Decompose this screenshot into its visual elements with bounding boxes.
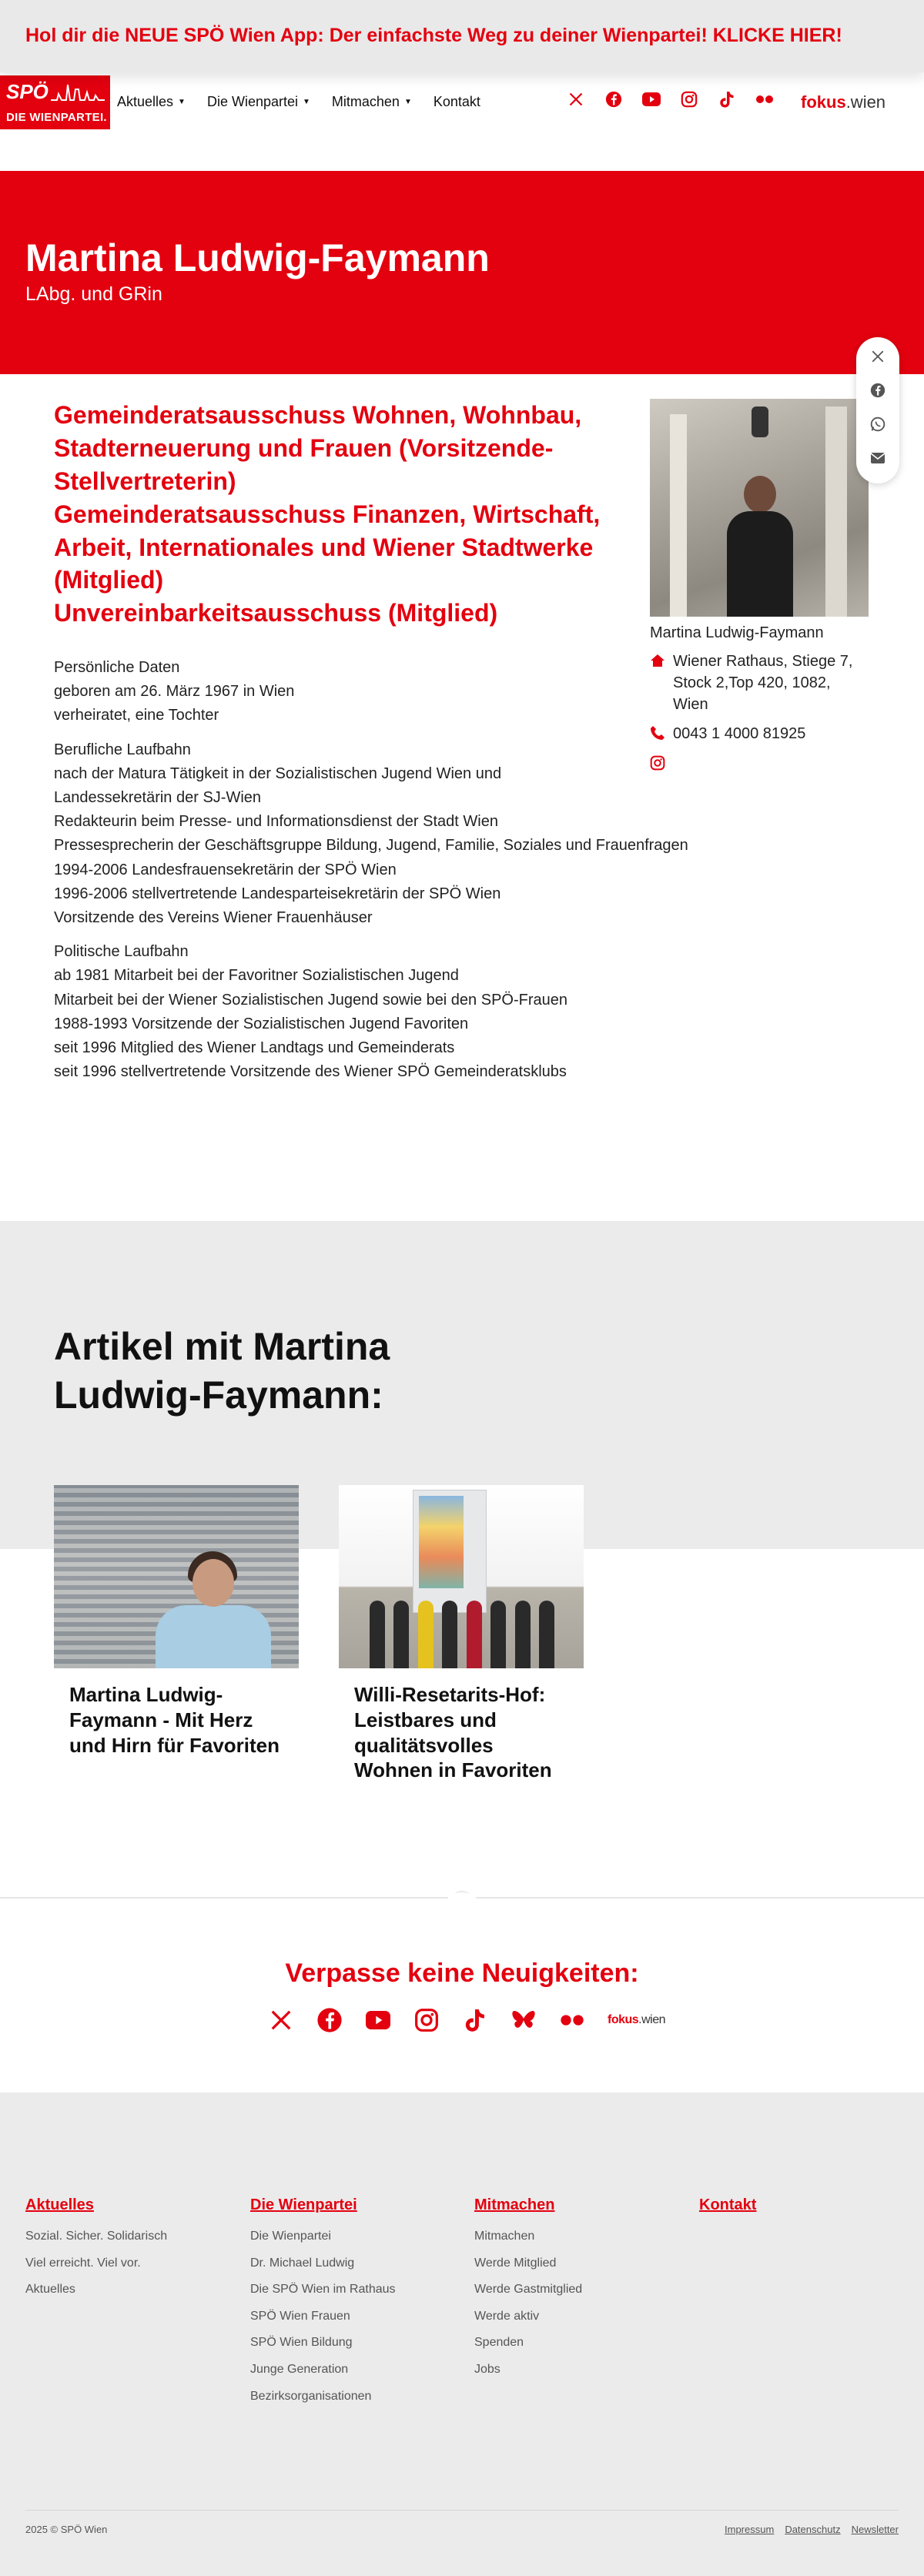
bio-heading: Politische Laufbahn xyxy=(54,943,189,961)
footer-link[interactable]: Die SPÖ Wien im Rathaus xyxy=(250,2283,396,2297)
flickr-icon[interactable] xyxy=(559,2007,585,2033)
bio-line: seit 1996 Mitglied des Wiener Landtags und Gemeinderats xyxy=(54,1039,455,1057)
fokus-brand: fokus xyxy=(608,2013,639,2026)
nav-item-kontakt[interactable] xyxy=(434,94,480,110)
x-icon[interactable] xyxy=(268,2007,294,2033)
bio-line: 1996-2006 stellvertretende Landesparteisekretärin der SPÖ Wien xyxy=(54,885,501,902)
phone-text[interactable]: 0043 1 4000 81925 xyxy=(673,725,806,742)
footer-heading[interactable]: Kontakt xyxy=(699,2196,757,2213)
footer-heading[interactable]: Aktuelles xyxy=(25,2196,94,2213)
logo-subtitle: DIE WIENPARTEI. xyxy=(6,111,107,124)
page-title: Martina Ludwig-Faymann xyxy=(25,236,490,279)
footer-link[interactable]: Junge Generation xyxy=(250,2362,349,2376)
youtube-icon[interactable] xyxy=(365,2007,391,2033)
biography xyxy=(54,656,762,1094)
footer-link[interactable]: Die Wienpartei xyxy=(250,2230,331,2243)
footer-link[interactable]: Bezirksorganisationen xyxy=(250,2389,372,2403)
site-header xyxy=(0,72,924,134)
footer-divider xyxy=(25,2510,899,2511)
nav-item-wienpartei[interactable] xyxy=(207,94,310,110)
app-banner[interactable] xyxy=(0,0,924,72)
x-icon[interactable] xyxy=(566,89,586,109)
youtube-icon[interactable] xyxy=(641,89,661,109)
share-rail xyxy=(856,337,899,483)
fokus-brand: fokus xyxy=(801,92,846,112)
chevron-down-icon: ▼ xyxy=(178,98,186,106)
flickr-icon[interactable] xyxy=(755,89,775,109)
nav-label: Aktuelles xyxy=(117,94,174,109)
page-subtitle: LAbg. und GRin xyxy=(25,283,162,305)
bio-personal xyxy=(54,656,762,728)
footer-link[interactable]: Werde Mitglied xyxy=(474,2256,557,2270)
articles-title: Artikel mit Martina Ludwig-Faymann: xyxy=(54,1325,390,1417)
bio-heading: Berufliche Laufbahn xyxy=(54,741,191,758)
copyright: 2025 © SPÖ Wien xyxy=(25,2524,108,2535)
footer-link[interactable]: SPÖ Wien Frauen xyxy=(250,2309,350,2323)
footer-link[interactable]: Jobs xyxy=(474,2362,500,2376)
fokus-wien-link[interactable] xyxy=(801,92,886,112)
bio-line: 1994-2006 Landesfrauensekretärin der SPÖ Wien xyxy=(54,861,397,878)
article-card[interactable] xyxy=(339,1485,584,1783)
nav-label: Kontakt xyxy=(433,94,480,109)
article-title[interactable]: Willi-Resetarits-Hof: Leistbares und qualitätsvolles Wohnen in Favoriten xyxy=(354,1683,552,1782)
bio-heading: Persönliche Daten xyxy=(54,659,180,676)
committee-item: Gemeinderatsausschuss Finanzen, Wirtschaft, Arbeit, Internationales und Wiener Stadtwerke (Mitglied) xyxy=(54,500,601,594)
instagram-icon[interactable] xyxy=(413,2007,440,2033)
bio-line: Vorsitzende des Vereins Wiener Frauenhäuser xyxy=(54,909,373,927)
article-image[interactable] xyxy=(54,1485,299,1668)
share-x-icon[interactable] xyxy=(869,348,886,365)
hero-banner xyxy=(0,171,924,374)
nav-label: Die Wienpartei xyxy=(206,94,298,109)
bluesky-icon[interactable] xyxy=(511,2007,537,2033)
tiktok-icon[interactable] xyxy=(462,2007,488,2033)
footer-link[interactable]: Sozial. Sicher. Solidarisch xyxy=(25,2230,168,2243)
address-text: Wiener Rathaus, Stiege 7, Stock 2,Top 420, 1082, Wien xyxy=(673,653,853,713)
share-facebook-icon[interactable] xyxy=(869,382,886,399)
header-social-links xyxy=(566,89,792,109)
footer-link[interactable]: Werde Gastmitglied xyxy=(474,2283,583,2297)
footer-heading[interactable]: Die Wienpartei xyxy=(250,2196,357,2213)
instagram-icon[interactable] xyxy=(679,89,699,109)
fokus-suffix: .wien xyxy=(845,92,886,112)
committee-item: Gemeinderatsausschuss Wohnen, Wohnbau, Stadterneuerung und Frauen (Vorsitzende-Stellvertreterin) xyxy=(54,401,582,495)
footer-column-aktuelles xyxy=(25,2196,167,2303)
app-banner-text[interactable]: Hol dir die NEUE SPÖ Wien App: Der einfachste Weg zu deiner Wienpartei! KLICKE HIER! xyxy=(25,25,842,46)
legal-links xyxy=(714,2524,899,2535)
fokus-suffix: .wien xyxy=(638,2013,666,2026)
site-footer xyxy=(0,2093,924,2576)
footer-column-mitmachen xyxy=(474,2196,582,2384)
newsletter-title: Verpasse keine Neuigkeiten: xyxy=(285,1959,639,1988)
nav-item-mitmachen[interactable] xyxy=(332,94,412,110)
article-image[interactable] xyxy=(339,1485,584,1668)
bio-line: Landessekretärin der SJ-Wien xyxy=(54,789,262,807)
footer-link[interactable]: Dr. Michael Ludwig xyxy=(250,2256,355,2270)
logo-wordmark: SPÖ xyxy=(6,80,49,103)
facebook-icon[interactable] xyxy=(604,89,624,109)
footer-link[interactable]: Spenden xyxy=(474,2336,524,2350)
article-title[interactable]: Martina Ludwig-Faymann - Mit Herz und Hirn für Favoriten xyxy=(69,1683,280,1757)
bio-line: geboren am 26. März 1967 in Wien xyxy=(54,683,295,701)
facebook-icon[interactable] xyxy=(316,2007,343,2033)
portrait-caption: Martina Ludwig-Faymann xyxy=(650,624,824,641)
footer-link[interactable]: Viel erreicht. Viel vor. xyxy=(25,2256,141,2270)
tiktok-icon[interactable] xyxy=(717,89,737,109)
bio-line: Pressesprecherin der Geschäftsgruppe Bildung, Jugend, Familie, Soziales und Frauenfragen xyxy=(54,837,688,855)
footer-link[interactable]: SPÖ Wien Bildung xyxy=(250,2336,353,2350)
footer-link[interactable]: Werde aktiv xyxy=(474,2309,540,2323)
footer-social-links xyxy=(268,2007,665,2033)
bio-line: 1988-1993 Vorsitzende der Sozialistischen Jugend Favoriten xyxy=(54,1015,469,1032)
bio-line: nach der Matura Tätigkeit in der Sozialistischen Jugend Wien und xyxy=(54,764,502,782)
chevron-down-icon: ▼ xyxy=(403,98,412,106)
share-whatsapp-icon[interactable] xyxy=(869,416,886,433)
bio-career xyxy=(54,738,762,931)
share-email-icon[interactable] xyxy=(869,450,886,467)
footer-link[interactable]: Aktuelles xyxy=(25,2283,75,2297)
article-card[interactable] xyxy=(54,1485,299,1758)
committee-item: Unvereinbarkeitsausschuss (Mitglied) xyxy=(54,599,498,627)
footer-column-kontakt xyxy=(699,2196,756,2223)
footer-column-wienpartei xyxy=(250,2196,396,2410)
spoe-logo[interactable] xyxy=(0,75,110,129)
bio-political xyxy=(54,940,762,1084)
datenschutz-link[interactable]: Datenschutz xyxy=(785,2524,841,2535)
fokus-wien-link[interactable] xyxy=(608,2013,665,2027)
bio-line: seit 1996 stellvertretende Vorsitzende des Wiener SPÖ Gemeinderatsklubs xyxy=(54,1063,567,1081)
chevron-down-icon: ▼ xyxy=(303,98,310,106)
skyline-icon xyxy=(51,79,105,106)
newsletter-link[interactable]: Newsletter xyxy=(851,2524,899,2535)
skyline-divider-icon: ⌒ xyxy=(448,1888,476,1908)
main-nav xyxy=(117,94,502,110)
committee-list xyxy=(54,399,608,630)
bio-line: Redakteurin beim Presse- und Informationsdienst der Stadt Wien xyxy=(54,813,498,831)
footer-heading[interactable]: Mitmachen xyxy=(474,2196,555,2213)
portrait-photo xyxy=(650,399,869,617)
nav-item-aktuelles[interactable] xyxy=(117,94,186,110)
bio-line: Mitarbeit bei der Wiener Sozialistischen Jugend sowie bei den SPÖ-Frauen xyxy=(54,991,568,1009)
impressum-link[interactable]: Impressum xyxy=(725,2524,775,2535)
nav-label: Mitmachen xyxy=(331,94,400,109)
bio-line: verheiratet, eine Tochter xyxy=(54,707,219,724)
bio-line: ab 1981 Mitarbeit bei der Favoritner Sozialistischen Jugend xyxy=(54,967,459,985)
footer-link[interactable]: Mitmachen xyxy=(474,2230,535,2243)
